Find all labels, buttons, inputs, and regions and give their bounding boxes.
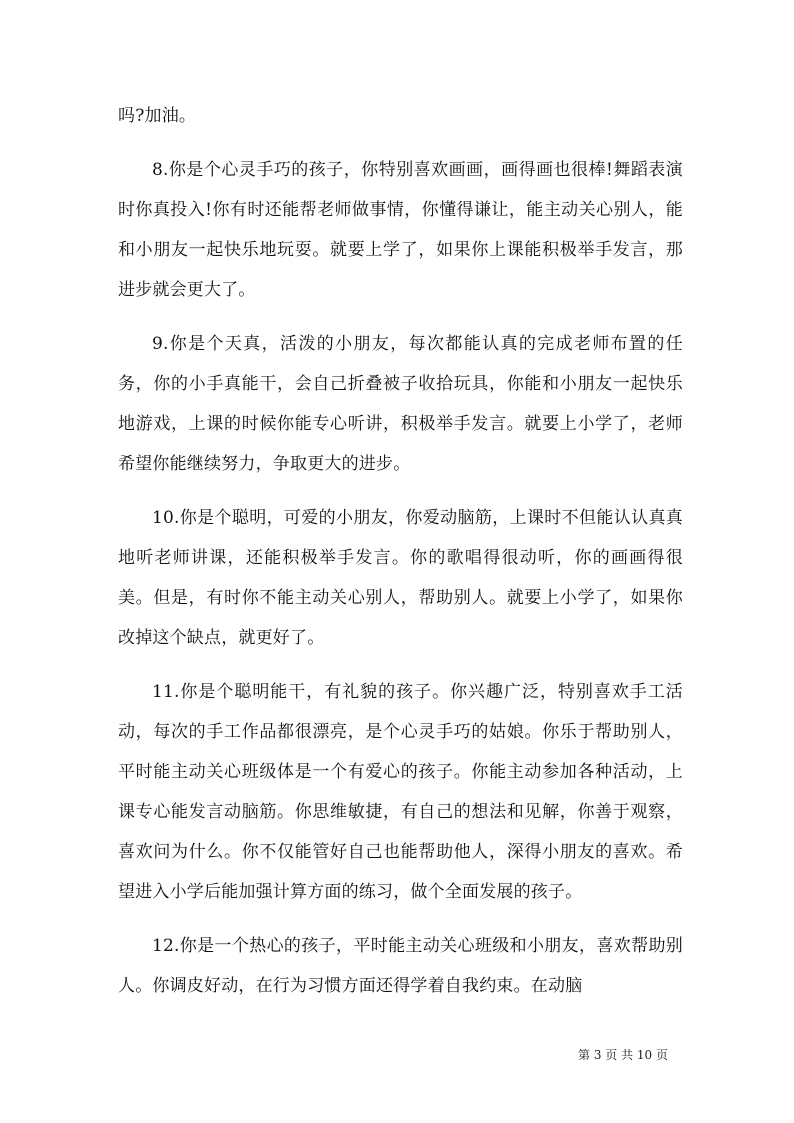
page-number-footer: 第 3 页 共 10 页 — [578, 1048, 668, 1062]
paragraph-item-10: 10.你是个聪明，可爱的小朋友，你爱动脑筋，上课时不但能认认真真地听老师讲课，还能积极举手发言。你的歌唱得很动听，你的画画得很美。但是，有时你不能主动关心别人，帮助别人。就要上小学了，如果你改掉这个缺点，就更好了。 — [118, 508, 683, 648]
paragraph-item-11: 11.你是个聪明能干，有礼貌的孩子。你兴趣广泛，特别喜欢手工活动，每次的手工作品都很漂亮，是个心灵手巧的姑娘。你乐于帮助别人，平时能主动关心班级体是一个有爱心的孩子。你能主动参加各种活动，上课专心能发言动脑筋。你思维敏捷，有自己的想法和见解，你善于观察，喜欢问为什么。你不仅能管好自己也能帮助他人，深得小朋友的喜欢。希望进入小学后能加强计算方面的练习，做个全面发展的孩子。 — [118, 682, 683, 902]
document-body — [118, 96, 683, 1020]
paragraph-item-9: 9.你是个天真，活泼的小朋友，每次都能认真的完成老师布置的任务，你的小手真能干，会自己折叠被子收拾玩具，你能和小朋友一起快乐地游戏，上课的时候你能专心听讲，积极举手发言。就要上小学了，老师希望你能继续努力，争取更大的进步。 — [118, 334, 683, 474]
paragraph-item-12: 12.你是一个热心的孩子，平时能主动关心班级和小朋友，喜欢帮助别人。你调皮好动，在行为习惯方面还得学着自我约束。在动脑 — [118, 936, 683, 996]
paragraph-continuation: 吗?加油。 — [118, 106, 197, 126]
paragraph-item-8: 8.你是个心灵手巧的孩子，你特别喜欢画画，画得画也很棒!舞蹈表演时你真投入!你有时还能帮老师做事情，你懂得谦让，能主动关心别人，能和小朋友一起快乐地玩耍。就要上学了，如果你上课能积极举手发言，那进步就会更大了。 — [118, 160, 683, 300]
